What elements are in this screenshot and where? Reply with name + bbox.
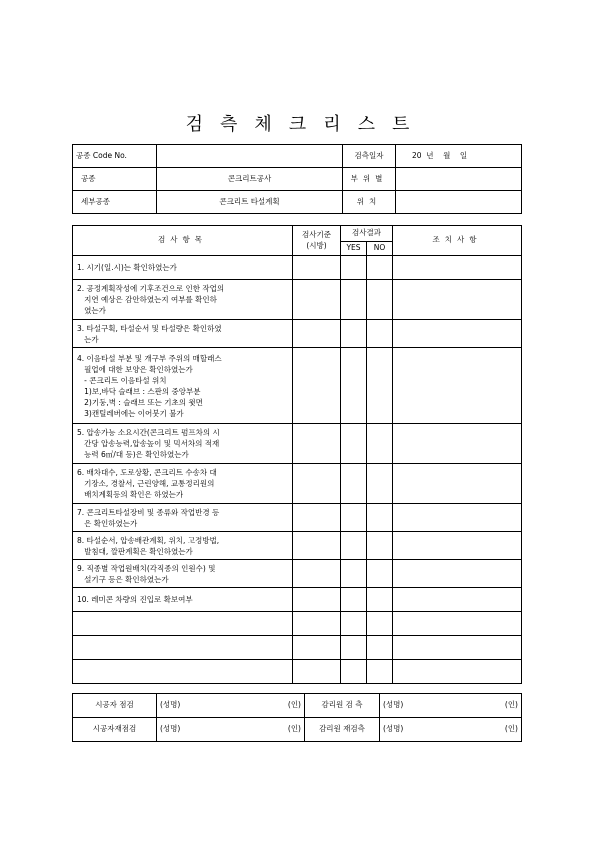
yes-cell[interactable]	[341, 348, 367, 424]
inspection-date-value[interactable]: 20 년 월 일	[396, 145, 522, 168]
name-placeholder: (성명)	[383, 700, 404, 710]
no-cell[interactable]	[367, 560, 393, 588]
action-cell[interactable]	[393, 424, 522, 464]
no-cell[interactable]	[367, 636, 393, 660]
signature-row	[73, 718, 522, 742]
check-item: 2. 공정계획작성에 기후조건으로 인한 작업의 지연 예상은 감안하였는지 여부를 확인하 였는가	[73, 280, 293, 320]
supervisor-inspect-sign[interactable]	[380, 694, 522, 718]
no-cell[interactable]	[367, 532, 393, 560]
criteria-cell[interactable]	[293, 256, 341, 280]
criteria-cell[interactable]	[293, 320, 341, 348]
header-row-work-type	[73, 168, 522, 191]
check-item: 9. 직종별 작업원배치(각직종의 인원수) 및 설기구 등은 확인하였는가	[73, 560, 293, 588]
table-row	[73, 464, 522, 504]
criteria-cell[interactable]	[293, 560, 341, 588]
yes-cell[interactable]	[341, 588, 367, 612]
action-cell[interactable]	[393, 280, 522, 320]
yes-cell[interactable]	[341, 636, 367, 660]
criteria-cell[interactable]	[293, 348, 341, 424]
table-row	[73, 256, 522, 280]
action-cell[interactable]	[393, 588, 522, 612]
criteria-cell[interactable]	[293, 660, 341, 684]
location-value[interactable]	[396, 191, 522, 214]
table-row	[73, 588, 522, 612]
table-row	[73, 348, 522, 424]
criteria-cell[interactable]	[293, 532, 341, 560]
contractor-check-sign[interactable]	[157, 694, 305, 718]
contractor-recheck-sign[interactable]	[157, 718, 305, 742]
no-cell[interactable]	[367, 464, 393, 504]
table-row	[73, 320, 522, 348]
page-title: 검측체크리스트	[185, 114, 427, 135]
name-placeholder: (성명)	[160, 724, 181, 734]
action-cell[interactable]	[393, 612, 522, 636]
table-row	[73, 280, 522, 320]
yes-cell[interactable]	[341, 320, 367, 348]
no-cell[interactable]	[367, 280, 393, 320]
header-row-code	[73, 145, 522, 168]
criteria-cell[interactable]	[293, 280, 341, 320]
yes-cell[interactable]	[341, 464, 367, 504]
criteria-cell[interactable]	[293, 612, 341, 636]
supervisor-inspect-label: 감리원 검 측	[305, 694, 380, 718]
table-row	[73, 660, 522, 684]
supervisor-reinspect-label: 감리원 재검측	[305, 718, 380, 742]
name-placeholder: (성명)	[160, 700, 181, 710]
action-cell[interactable]	[393, 660, 522, 684]
yes-cell[interactable]	[341, 532, 367, 560]
action-cell[interactable]	[393, 320, 522, 348]
check-item: 7. 콘크리트타설장비 및 종류와 작업반경 등 은 확인하였는가	[73, 504, 293, 532]
action-cell[interactable]	[393, 348, 522, 424]
header-table	[72, 144, 522, 214]
action-cell[interactable]	[393, 532, 522, 560]
col-result-header: 검사결과	[341, 226, 393, 242]
signature-table	[72, 693, 522, 742]
col-items-header: 검사항목	[73, 226, 293, 256]
no-cell[interactable]	[367, 348, 393, 424]
table-row	[73, 532, 522, 560]
location-label: 위치	[343, 191, 396, 214]
no-cell[interactable]	[367, 320, 393, 348]
yes-cell[interactable]	[341, 612, 367, 636]
supervisor-reinspect-sign[interactable]	[380, 718, 522, 742]
criteria-cell[interactable]	[293, 504, 341, 532]
table-row	[73, 560, 522, 588]
sub-work-label: 세부공종	[73, 191, 157, 214]
action-cell[interactable]	[393, 256, 522, 280]
work-type-label: 공종	[73, 168, 157, 191]
action-cell[interactable]	[393, 504, 522, 532]
yes-cell[interactable]	[341, 256, 367, 280]
seal-placeholder: (인)	[287, 724, 301, 734]
col-action-header: 조치사항	[393, 226, 522, 256]
check-item: 1. 시기(일.시)는 확인하였는가	[73, 256, 293, 280]
no-cell[interactable]	[367, 588, 393, 612]
action-cell[interactable]	[393, 636, 522, 660]
part-value[interactable]	[396, 168, 522, 191]
code-label: 공종 Code No.	[73, 145, 157, 168]
no-cell[interactable]	[367, 424, 393, 464]
work-type-value[interactable]: 콘크리트공사	[157, 168, 343, 191]
yes-cell[interactable]	[341, 660, 367, 684]
seal-placeholder: (인)	[287, 700, 301, 710]
col-no-header: NO	[367, 242, 393, 256]
checklist-table	[72, 225, 522, 684]
check-item: 3. 타설구획, 타설순서 및 타설량은 확인하였 는가	[73, 320, 293, 348]
action-cell[interactable]	[393, 560, 522, 588]
check-item	[73, 660, 293, 684]
table-row	[73, 636, 522, 660]
no-cell[interactable]	[367, 504, 393, 532]
criteria-cell[interactable]	[293, 636, 341, 660]
part-label: 부위별	[343, 168, 396, 191]
code-value[interactable]	[157, 145, 343, 168]
criteria-cell[interactable]	[293, 464, 341, 504]
table-row	[73, 504, 522, 532]
seal-placeholder: (인)	[504, 700, 518, 710]
criteria-cell[interactable]	[293, 588, 341, 612]
check-item: 4. 이음타설 부분 및 개구부 주위의 매할래스 필업에 대한 보양은 확인하였는가 - 콘크리트 이음타설 위치 1)보,바닥 슬래브 : 스판의 중앙부분 2)기둥,벽 : 슬래브 또는 기초의 윗면 3)캔틸레버에는 이어붓기 불가	[73, 348, 293, 424]
check-item: 8. 타설순서, 압송배관계획, 위치, 고정방법, 발침대, 깔판계획은 확인하였는가	[73, 532, 293, 560]
no-cell[interactable]	[367, 256, 393, 280]
check-item: 6. 배차대수, 도로상황, 콘크리트 수송차 대 기장소, 경찰서, 근린양해, 교통정리원의 배치계획등의 확인은 하였는가	[73, 464, 293, 504]
check-item	[73, 636, 293, 660]
name-placeholder: (성명)	[383, 724, 404, 734]
check-item: 10. 레미콘 차량의 진입로 확보여부	[73, 588, 293, 612]
seal-placeholder: (인)	[504, 724, 518, 734]
check-item	[73, 612, 293, 636]
contractor-recheck-label: 시공자재점검	[73, 718, 157, 742]
checklist-header-row	[73, 226, 522, 242]
action-cell[interactable]	[393, 464, 522, 504]
signature-row	[73, 694, 522, 718]
yes-cell[interactable]	[341, 504, 367, 532]
col-criteria-header: 검사기준 (시방)	[293, 226, 341, 256]
no-cell[interactable]	[367, 660, 393, 684]
criteria-cell[interactable]	[293, 424, 341, 464]
col-yes-header: YES	[341, 242, 367, 256]
no-cell[interactable]	[367, 612, 393, 636]
table-row	[73, 424, 522, 464]
header-row-sub-work	[73, 191, 522, 214]
yes-cell[interactable]	[341, 280, 367, 320]
inspection-date-label: 검측일자	[343, 145, 396, 168]
contractor-check-label: 시공자 점검	[73, 694, 157, 718]
sub-work-value[interactable]: 콘크리트 타설계획	[157, 191, 343, 214]
yes-cell[interactable]	[341, 424, 367, 464]
table-row	[73, 612, 522, 636]
check-item: 5. 압송가능 소요시간(콘크리트 펌프차의 시 간당 압송능력,압송높이 및 믹서차의 적재 능력 6㎥/대 등)은 확인하였는가	[73, 424, 293, 464]
yes-cell[interactable]	[341, 560, 367, 588]
